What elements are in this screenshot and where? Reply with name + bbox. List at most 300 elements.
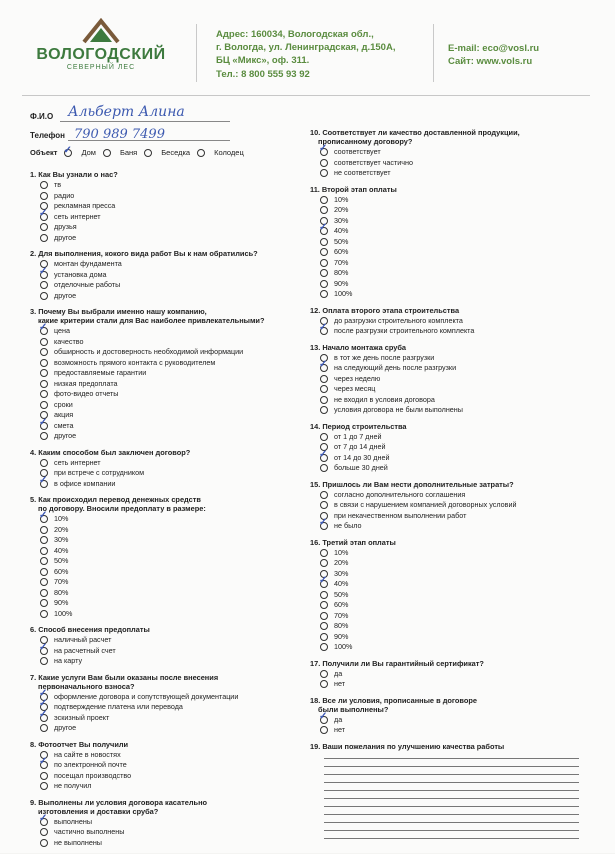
radio-icon[interactable] bbox=[320, 169, 328, 177]
option-label: низкая предоплата bbox=[54, 378, 118, 388]
option-label: 90% bbox=[334, 278, 349, 288]
answer-option[interactable] bbox=[30, 180, 300, 191]
answer-option[interactable] bbox=[310, 669, 590, 680]
option-label: 30% bbox=[54, 535, 69, 544]
object-label: Объект bbox=[30, 148, 58, 157]
question-title-line: 6. Способ внесения предоплаты bbox=[30, 625, 150, 634]
option-label: больше 30 дней bbox=[334, 463, 388, 472]
checked-radio-icon[interactable] bbox=[40, 818, 48, 826]
answer-option[interactable] bbox=[30, 479, 300, 490]
answer-option[interactable] bbox=[310, 463, 590, 474]
answer-option[interactable] bbox=[30, 212, 300, 223]
radio-icon[interactable] bbox=[320, 559, 328, 567]
answer-option[interactable] bbox=[310, 569, 590, 580]
option-label: 100% bbox=[334, 289, 353, 298]
option-label: отделочные работы bbox=[54, 280, 121, 289]
answer-option[interactable] bbox=[310, 511, 590, 522]
radio-icon[interactable] bbox=[40, 557, 48, 565]
answer-option[interactable] bbox=[30, 525, 300, 536]
radio-icon[interactable] bbox=[320, 680, 328, 688]
option-label: 100% bbox=[334, 642, 353, 651]
question-title bbox=[30, 495, 300, 513]
answer-option[interactable] bbox=[30, 577, 300, 588]
answer-option[interactable] bbox=[310, 590, 590, 601]
wish-write-line[interactable] bbox=[324, 806, 579, 807]
radio-icon[interactable] bbox=[40, 828, 48, 836]
phone-field bbox=[30, 131, 65, 140]
option-label: в офисе компании bbox=[54, 478, 116, 488]
option-label: предоставляемые гарантии bbox=[54, 368, 147, 377]
question-title-line: были выполнены? bbox=[318, 704, 389, 714]
answer-option[interactable] bbox=[30, 368, 300, 379]
company-address: Адрес: 160034, Вологодская обл., г. Вологда, ул. Ленинградская, д.150А, БЦ «Микс», оф. 311. Тел.: 8 800 555 93 92 bbox=[216, 29, 396, 80]
radio-icon[interactable] bbox=[320, 491, 328, 499]
option-list bbox=[310, 147, 590, 179]
radio-icon[interactable] bbox=[320, 259, 328, 267]
checked-radio-icon[interactable] bbox=[320, 716, 328, 724]
radio-icon[interactable] bbox=[40, 223, 48, 231]
question-block bbox=[310, 480, 590, 532]
question-block bbox=[310, 696, 590, 736]
radio-icon[interactable] bbox=[320, 464, 328, 472]
answer-option[interactable] bbox=[30, 556, 300, 567]
phone-handwriting: 790 989 7499 bbox=[74, 127, 165, 142]
option-label: обширность и достоверность необходимой информации bbox=[54, 347, 244, 356]
radio-icon[interactable] bbox=[320, 196, 328, 204]
brand-name: ВОЛОГОДСКИЙ bbox=[36, 46, 166, 63]
answer-option[interactable] bbox=[30, 291, 300, 302]
answer-option[interactable] bbox=[310, 258, 590, 269]
header-divider bbox=[196, 24, 197, 82]
option-label: после разгрузки строительного комплекта bbox=[334, 326, 475, 335]
answer-option[interactable] bbox=[310, 247, 590, 258]
answer-option[interactable] bbox=[30, 750, 300, 761]
radio-icon[interactable] bbox=[320, 385, 328, 393]
wish-write-line[interactable] bbox=[324, 766, 579, 767]
answer-option[interactable] bbox=[30, 201, 300, 212]
radio-icon[interactable] bbox=[40, 348, 48, 356]
answer-option[interactable] bbox=[310, 384, 590, 395]
radio-icon[interactable] bbox=[320, 290, 328, 298]
answer-option[interactable] bbox=[310, 205, 590, 216]
option-label: сеть интернет bbox=[54, 457, 101, 467]
option-label: фото-видео отчеты bbox=[54, 389, 119, 398]
option-label: 90% bbox=[334, 631, 349, 641]
answer-option[interactable] bbox=[30, 389, 300, 400]
answer-option[interactable] bbox=[30, 468, 300, 479]
option-label: подтверждение платена или перевода bbox=[54, 702, 183, 711]
option-label: 90% bbox=[54, 598, 69, 607]
checked-radio-icon[interactable] bbox=[320, 148, 328, 156]
radio-icon[interactable] bbox=[40, 568, 48, 576]
answer-option[interactable] bbox=[310, 521, 590, 532]
option-list bbox=[30, 635, 300, 667]
radio-icon[interactable] bbox=[320, 633, 328, 641]
option-label: установка дома bbox=[54, 269, 107, 279]
answer-option[interactable] bbox=[310, 579, 590, 590]
radio-icon[interactable] bbox=[40, 578, 48, 586]
answer-option[interactable] bbox=[30, 421, 300, 432]
question-title-line: 14. Период строительства bbox=[310, 421, 407, 431]
option-label: нет bbox=[334, 725, 346, 734]
option-label: не было bbox=[334, 521, 362, 530]
answer-option[interactable] bbox=[310, 621, 590, 632]
checked-radio-icon[interactable] bbox=[40, 422, 48, 430]
wish-write-line[interactable] bbox=[324, 790, 579, 791]
option-label: при встрече с сотрудником bbox=[54, 468, 145, 477]
question-title-line: 13. Начало монтажа сруба bbox=[310, 342, 407, 352]
answer-option[interactable] bbox=[30, 546, 300, 557]
answer-option[interactable] bbox=[310, 158, 590, 169]
answer-option[interactable] bbox=[30, 431, 300, 442]
answer-option[interactable] bbox=[310, 405, 590, 416]
answer-option[interactable] bbox=[30, 400, 300, 411]
option-label: условия договора не были выполнены bbox=[334, 405, 463, 414]
option-label: другое bbox=[54, 431, 77, 440]
company-logo bbox=[36, 18, 166, 71]
option-label: 20% bbox=[334, 205, 349, 214]
question-block bbox=[30, 448, 300, 490]
radio-icon[interactable] bbox=[320, 206, 328, 214]
answer-option[interactable] bbox=[310, 216, 590, 227]
answer-option[interactable] bbox=[30, 326, 300, 337]
radio-icon[interactable] bbox=[40, 234, 48, 242]
answer-option[interactable] bbox=[310, 289, 590, 300]
radio-icon[interactable] bbox=[40, 536, 48, 544]
radio-icon[interactable] bbox=[40, 369, 48, 377]
question-title-line: 3. Почему Вы выбрали именно нашу компанию, bbox=[30, 307, 207, 316]
question-block bbox=[310, 306, 590, 337]
option-list bbox=[310, 548, 590, 653]
answer-option[interactable] bbox=[310, 226, 590, 237]
question-block bbox=[310, 659, 590, 690]
checked-radio-icon[interactable] bbox=[40, 213, 48, 221]
radio-icon[interactable] bbox=[40, 390, 48, 398]
radio-icon[interactable] bbox=[40, 338, 48, 346]
question-title bbox=[30, 170, 300, 179]
radio-icon[interactable] bbox=[320, 643, 328, 651]
radio-icon[interactable] bbox=[40, 281, 48, 289]
question-title bbox=[30, 625, 300, 634]
wish-write-line[interactable] bbox=[324, 774, 579, 775]
radio-icon[interactable] bbox=[320, 433, 328, 441]
answer-option[interactable] bbox=[310, 195, 590, 206]
question-title-line: 1. Как Вы узнали о нас? bbox=[30, 170, 118, 179]
option-label: 40% bbox=[334, 226, 349, 235]
checked-radio-icon[interactable] bbox=[320, 580, 328, 588]
wish-write-line[interactable] bbox=[324, 814, 579, 815]
answer-option[interactable] bbox=[310, 715, 590, 726]
answer-option[interactable] bbox=[30, 379, 300, 390]
option-label: по электронной почте bbox=[54, 760, 127, 769]
question-title bbox=[310, 538, 590, 547]
radio-icon[interactable] bbox=[40, 380, 48, 388]
question-block bbox=[310, 128, 590, 179]
option-label: через неделю bbox=[334, 373, 381, 383]
object-option[interactable]: ✓ Дом bbox=[64, 148, 96, 157]
option-label: не выполнены bbox=[54, 837, 102, 847]
checked-radio-icon[interactable] bbox=[320, 364, 328, 372]
radio-icon[interactable] bbox=[320, 612, 328, 620]
option-label: соответствует bbox=[334, 147, 381, 156]
option-list bbox=[30, 326, 300, 442]
option-label: до разгрузки строительного комплекта bbox=[334, 315, 463, 325]
radio-icon[interactable] bbox=[197, 149, 205, 157]
question-title-line: изготовления и доставки сруба? bbox=[38, 806, 159, 816]
answer-option[interactable] bbox=[30, 514, 300, 525]
option-label: частично выполнены bbox=[54, 827, 125, 836]
option-label: 40% bbox=[334, 579, 349, 588]
answer-option[interactable] bbox=[30, 598, 300, 609]
answer-option[interactable] bbox=[310, 558, 590, 569]
answer-option[interactable] bbox=[310, 268, 590, 279]
option-label: не соответствует bbox=[334, 168, 391, 177]
question-title-line: 18. Все ли условия, прописанные в договоре bbox=[310, 695, 477, 705]
radio-icon[interactable] bbox=[40, 589, 48, 597]
checked-radio-icon[interactable] bbox=[40, 714, 48, 722]
checked-radio-icon[interactable] bbox=[40, 647, 48, 655]
radio-icon[interactable] bbox=[320, 375, 328, 383]
option-label: 60% bbox=[54, 566, 69, 576]
answer-option[interactable] bbox=[30, 567, 300, 578]
option-list bbox=[30, 259, 300, 301]
radio-icon[interactable] bbox=[320, 269, 328, 277]
radio-icon[interactable] bbox=[40, 292, 48, 300]
option-label: тв bbox=[54, 180, 62, 189]
object-option[interactable]: Колодец bbox=[197, 148, 244, 157]
answer-option[interactable] bbox=[310, 490, 590, 501]
radio-icon[interactable] bbox=[320, 248, 328, 256]
answer-option[interactable] bbox=[310, 237, 590, 248]
option-label: 70% bbox=[334, 610, 349, 620]
answer-option[interactable] bbox=[30, 222, 300, 233]
radio-icon[interactable] bbox=[40, 459, 48, 467]
radio-icon[interactable] bbox=[40, 839, 48, 847]
option-label: от 7 до 14 дней bbox=[334, 442, 386, 451]
radio-icon[interactable] bbox=[40, 657, 48, 665]
radio-icon[interactable] bbox=[320, 622, 328, 630]
answer-option[interactable] bbox=[30, 781, 300, 792]
website[interactable]: Сайт: www.vols.ru bbox=[448, 56, 533, 67]
answer-option[interactable] bbox=[30, 713, 300, 724]
radio-icon[interactable] bbox=[40, 547, 48, 555]
answer-option[interactable] bbox=[310, 432, 590, 443]
radio-icon[interactable] bbox=[40, 599, 48, 607]
answer-option[interactable] bbox=[310, 168, 590, 179]
answer-option[interactable] bbox=[30, 588, 300, 599]
option-list bbox=[30, 514, 300, 619]
fio-label: Ф.И.О bbox=[30, 112, 54, 121]
answer-option[interactable] bbox=[30, 646, 300, 657]
option-label: 10% bbox=[54, 514, 69, 523]
answer-option[interactable] bbox=[30, 347, 300, 358]
option-label: через месяц bbox=[334, 384, 376, 393]
answer-option[interactable] bbox=[30, 635, 300, 646]
answer-option[interactable] bbox=[310, 395, 590, 406]
option-label: сеть интернет bbox=[54, 211, 101, 221]
fio-handwriting: Альберт Алина bbox=[68, 104, 185, 120]
checked-radio-icon[interactable] bbox=[320, 454, 328, 462]
answer-option[interactable] bbox=[310, 632, 590, 643]
question-block bbox=[310, 422, 590, 474]
answer-option[interactable] bbox=[30, 535, 300, 546]
question-block bbox=[30, 495, 300, 619]
answer-option[interactable] bbox=[310, 279, 590, 290]
answer-option[interactable] bbox=[30, 609, 300, 620]
answer-option[interactable] bbox=[310, 353, 590, 364]
option-label: 50% bbox=[334, 589, 349, 599]
option-label: соответствует частично bbox=[334, 157, 413, 167]
left-column bbox=[30, 170, 300, 854]
question-title-line: 2. Для выполнения, кокого вида работ Вы к нам обратились? bbox=[30, 249, 258, 258]
wish-write-line[interactable] bbox=[324, 822, 579, 823]
radio-icon[interactable] bbox=[320, 501, 328, 509]
phone-label: Телефон bbox=[30, 131, 65, 140]
radio-icon[interactable] bbox=[320, 726, 328, 734]
question-title-line: какие критерии стали для Вас наиболее привлекательными? bbox=[38, 316, 265, 325]
answer-option[interactable] bbox=[310, 548, 590, 559]
checked-radio-icon[interactable] bbox=[40, 515, 48, 523]
object-option[interactable]: Баня bbox=[103, 148, 137, 157]
option-list bbox=[310, 195, 590, 300]
checked-radio-icon[interactable] bbox=[40, 480, 48, 488]
header-divider bbox=[433, 24, 434, 82]
radio-icon[interactable] bbox=[320, 549, 328, 557]
option-label: другое bbox=[54, 290, 77, 300]
radio-icon[interactable] bbox=[103, 149, 111, 157]
radio-icon[interactable] bbox=[320, 280, 328, 288]
answer-option[interactable] bbox=[310, 500, 590, 511]
checked-radio-icon[interactable] bbox=[40, 271, 48, 279]
radio-icon[interactable] bbox=[40, 526, 48, 534]
answer-option[interactable] bbox=[310, 600, 590, 611]
radio-icon[interactable] bbox=[40, 772, 48, 780]
answer-option[interactable] bbox=[30, 827, 300, 838]
option-list bbox=[310, 490, 590, 532]
wish-write-line[interactable] bbox=[324, 798, 579, 799]
answer-option[interactable] bbox=[310, 611, 590, 622]
answer-option[interactable] bbox=[30, 702, 300, 713]
option-list bbox=[310, 715, 590, 736]
option-label: не входил в условия договора bbox=[334, 394, 435, 404]
answer-option[interactable] bbox=[310, 326, 590, 337]
option-label: оформление договора и сопутствующей документации bbox=[54, 691, 239, 701]
answer-option[interactable] bbox=[30, 358, 300, 369]
option-label: акция bbox=[54, 410, 74, 419]
answer-option[interactable] bbox=[310, 642, 590, 653]
option-label: другое bbox=[54, 232, 77, 242]
option-label: смета bbox=[54, 420, 74, 430]
checked-radio-icon[interactable] bbox=[320, 522, 328, 530]
question-block bbox=[30, 673, 300, 734]
radio-icon[interactable] bbox=[320, 396, 328, 404]
answer-option[interactable] bbox=[310, 374, 590, 385]
radio-icon[interactable] bbox=[64, 149, 72, 157]
answer-option[interactable] bbox=[30, 280, 300, 291]
option-label: посещал производство bbox=[54, 770, 132, 780]
radio-icon[interactable] bbox=[40, 724, 48, 732]
email[interactable]: E-mail: eco@vosl.ru bbox=[448, 43, 540, 54]
header-rule bbox=[22, 95, 590, 96]
answer-option[interactable] bbox=[310, 442, 590, 453]
answer-option[interactable] bbox=[30, 270, 300, 281]
checked-radio-icon[interactable] bbox=[320, 327, 328, 335]
answer-option[interactable] bbox=[310, 725, 590, 736]
wish-write-line[interactable] bbox=[324, 830, 579, 831]
radio-icon[interactable] bbox=[320, 601, 328, 609]
answer-option[interactable] bbox=[310, 363, 590, 374]
checked-radio-icon[interactable] bbox=[40, 327, 48, 335]
question-block bbox=[310, 343, 590, 416]
checked-radio-icon[interactable] bbox=[40, 761, 48, 769]
answer-option[interactable] bbox=[30, 458, 300, 469]
checked-radio-icon[interactable] bbox=[320, 227, 328, 235]
answer-option[interactable] bbox=[30, 760, 300, 771]
option-label: от 1 до 7 дней bbox=[334, 431, 382, 441]
option-label: 30% bbox=[334, 568, 349, 578]
radio-icon[interactable] bbox=[40, 610, 48, 618]
wish-write-line[interactable] bbox=[324, 838, 579, 839]
answer-option[interactable] bbox=[30, 410, 300, 421]
radio-icon[interactable] bbox=[320, 406, 328, 414]
radio-icon[interactable] bbox=[144, 149, 152, 157]
object-option[interactable]: Беседка bbox=[144, 148, 190, 157]
question-title bbox=[310, 128, 590, 146]
answer-option[interactable] bbox=[310, 679, 590, 690]
radio-icon[interactable] bbox=[320, 670, 328, 678]
answer-option[interactable] bbox=[30, 771, 300, 782]
option-label: 60% bbox=[334, 247, 349, 256]
answer-option[interactable] bbox=[30, 817, 300, 828]
answer-option[interactable] bbox=[30, 723, 300, 734]
answer-option[interactable] bbox=[30, 692, 300, 703]
answer-option[interactable] bbox=[310, 316, 590, 327]
question-title bbox=[30, 740, 300, 749]
answer-option[interactable] bbox=[30, 838, 300, 849]
answer-option[interactable] bbox=[30, 259, 300, 270]
option-label: 70% bbox=[54, 577, 69, 586]
radio-icon[interactable] bbox=[40, 359, 48, 367]
answer-option[interactable] bbox=[30, 656, 300, 667]
answer-option[interactable] bbox=[30, 337, 300, 348]
answer-option[interactable] bbox=[310, 453, 590, 464]
brand-subtitle: СЕВЕРНЫЙ ЛЕС bbox=[66, 64, 136, 71]
answer-option[interactable] bbox=[30, 191, 300, 202]
option-label: 100% bbox=[54, 608, 73, 618]
wish-write-line[interactable] bbox=[324, 782, 579, 783]
question-title-line: по договору. Вносили предоплату в размере: bbox=[38, 504, 206, 513]
question-title-line: 5. Как происходил перевод денежных средств bbox=[30, 495, 201, 504]
radio-icon[interactable] bbox=[40, 782, 48, 790]
option-label: друзья bbox=[54, 222, 77, 231]
radio-icon[interactable] bbox=[40, 192, 48, 200]
option-label: рекламная пресса bbox=[54, 201, 116, 210]
option-label: выполнены bbox=[54, 816, 93, 826]
question-title-line: прописанному договору? bbox=[318, 137, 413, 146]
radio-icon[interactable] bbox=[40, 181, 48, 189]
radio-icon[interactable] bbox=[320, 159, 328, 167]
radio-icon[interactable] bbox=[40, 401, 48, 409]
question-title-line: 4. Каким способом был заключен договор? bbox=[30, 447, 191, 457]
option-label: не получил bbox=[54, 781, 92, 790]
radio-icon[interactable] bbox=[320, 238, 328, 246]
question-title-line: 9. Выполнены ли условия договора касательно bbox=[30, 797, 208, 807]
answer-option[interactable] bbox=[30, 233, 300, 244]
radio-icon[interactable] bbox=[40, 432, 48, 440]
wish-write-line[interactable] bbox=[324, 758, 579, 759]
radio-icon[interactable] bbox=[320, 591, 328, 599]
answer-option[interactable] bbox=[310, 147, 590, 158]
